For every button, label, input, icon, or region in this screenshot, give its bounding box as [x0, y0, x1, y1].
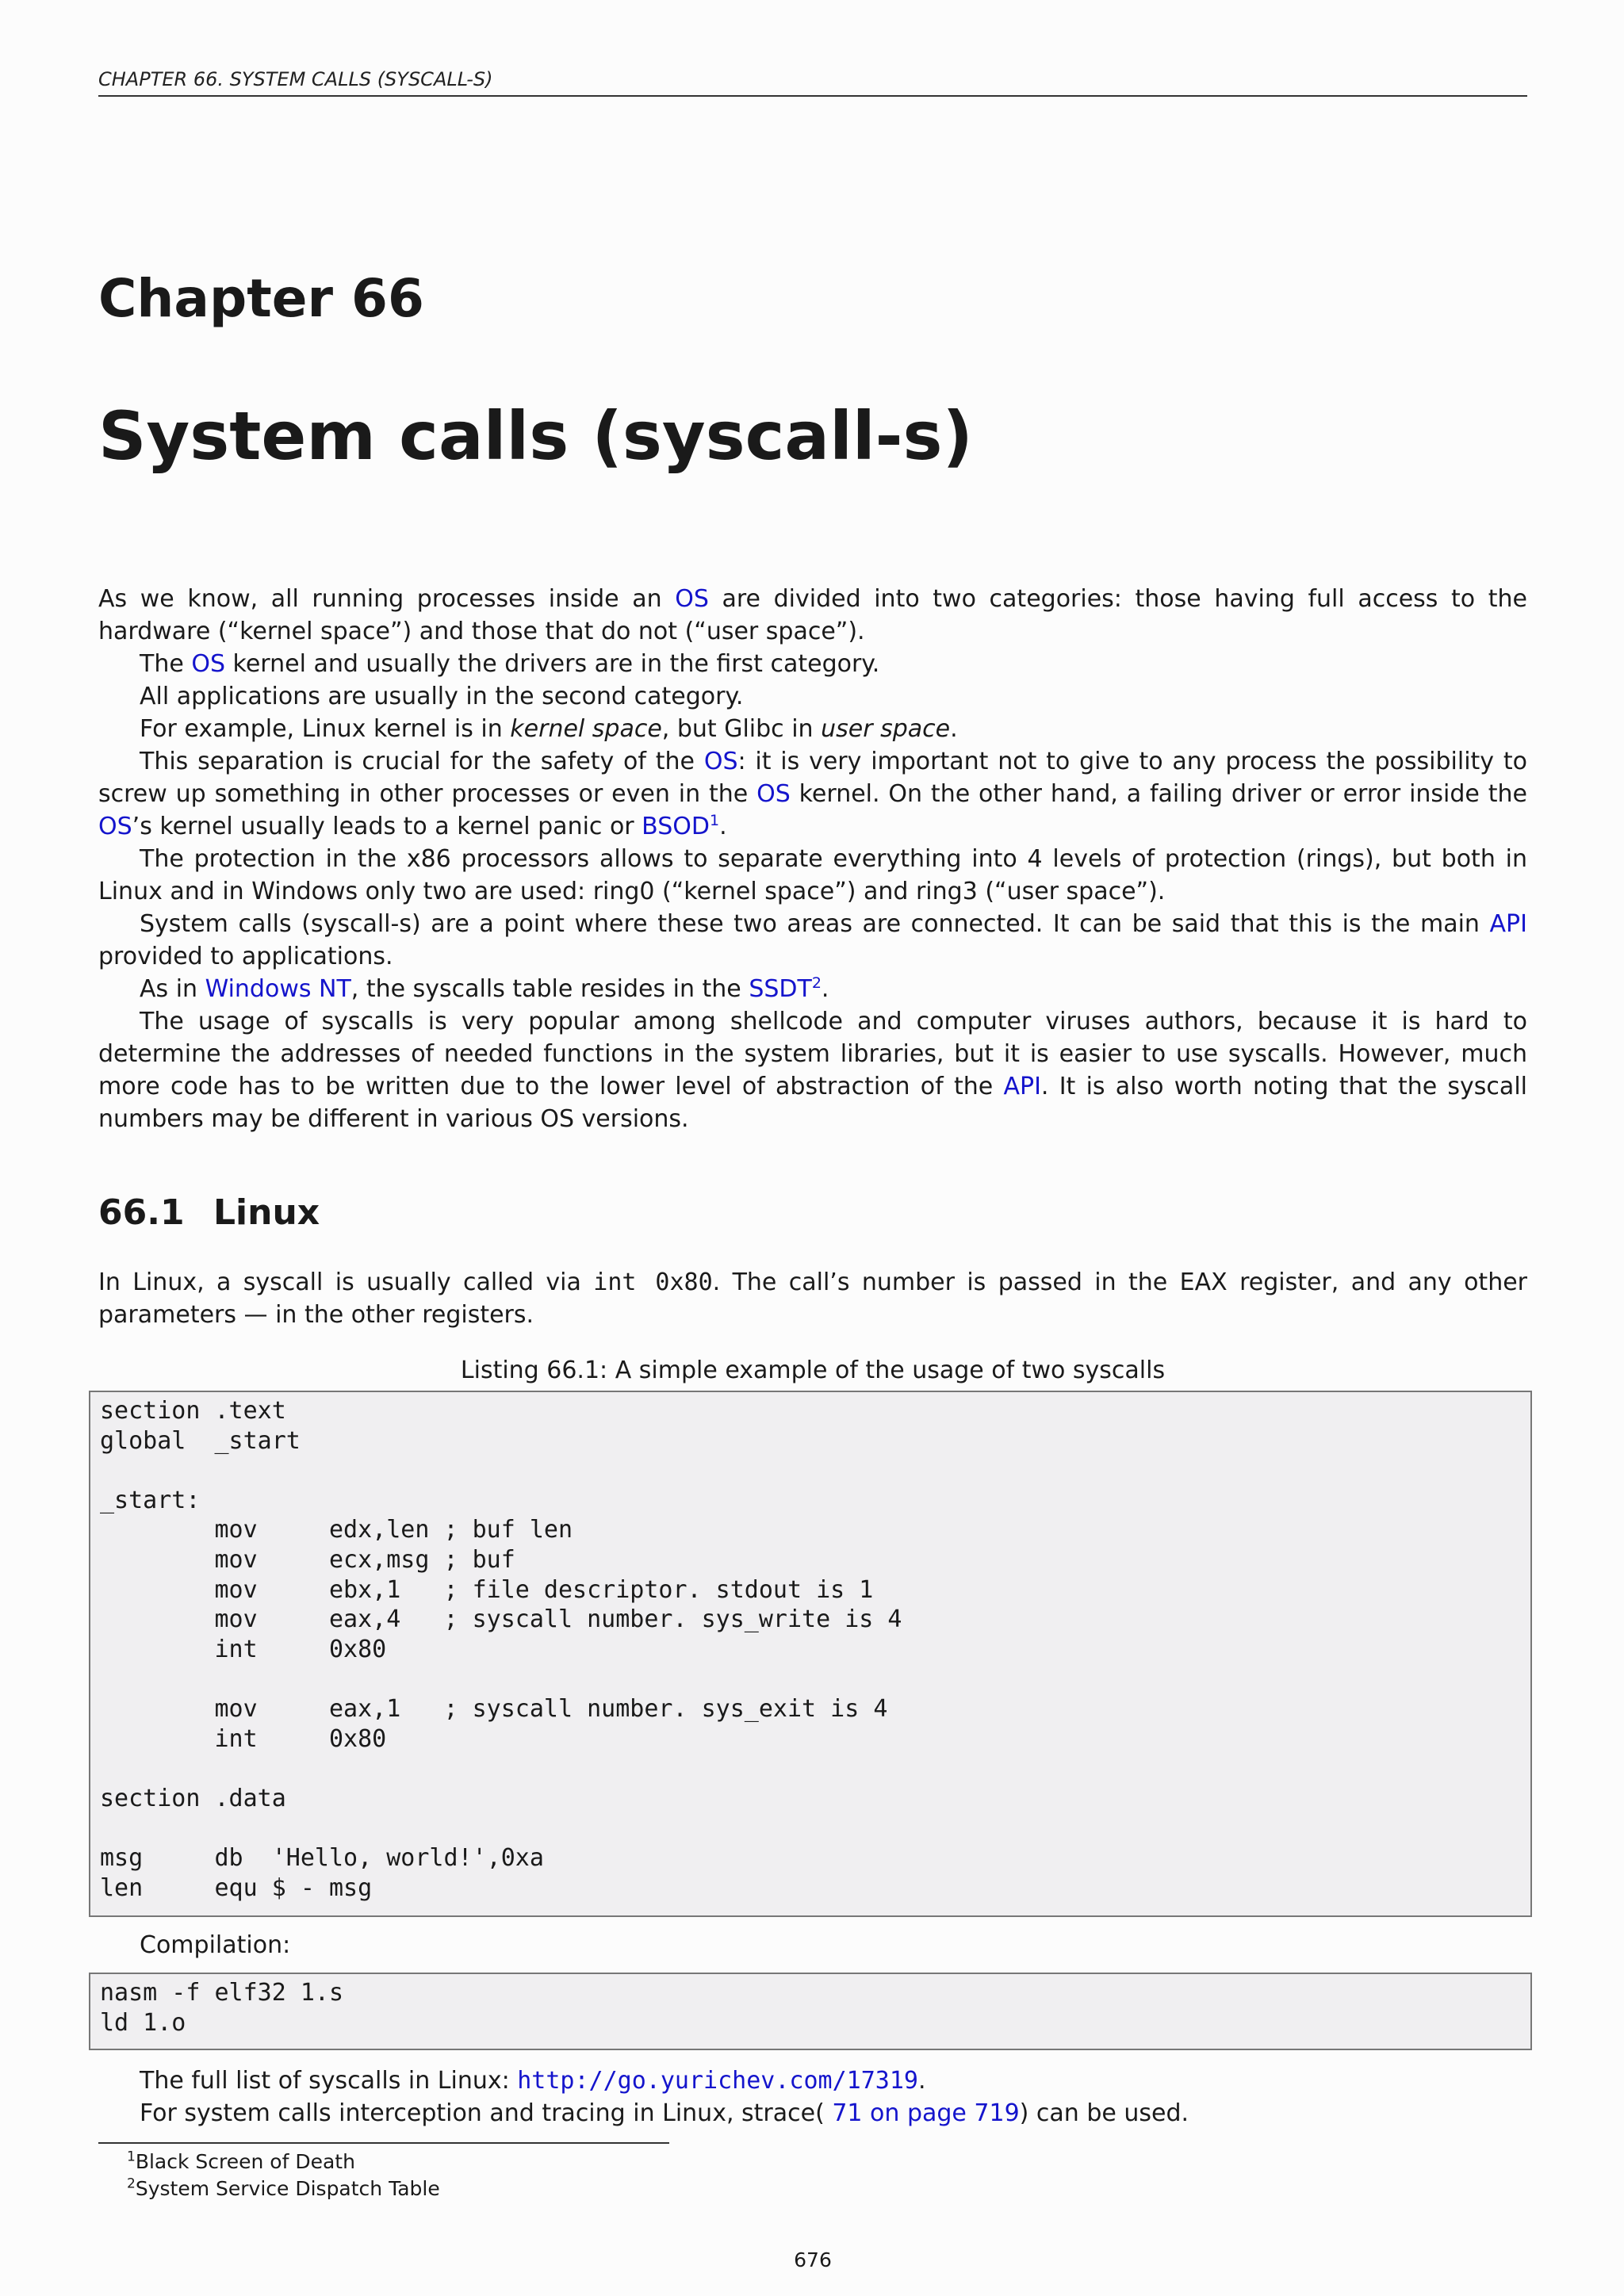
paragraph: This separation is crucial for the safety of the OS: it is very important not to give to any process the possibility to screw up something in other processes or even in the OS kernel. On the other hand, a failing driver or error inside the OS’s kernel usually leads to a kernel panic or BSOD$^1$.	[98, 748, 1528, 840]
listing-caption: Listing 66.1: A simple example of the usage of two syscalls	[460, 1357, 1166, 1384]
glossary-link-windows-nt[interactable]: Windows NT	[205, 975, 351, 1003]
compilation-label-paragraph	[98, 1929, 1527, 1961]
section-number: 66.1	[98, 1192, 185, 1233]
running-head: CHAPTER 66. SYSTEM CALLS (SYSCALL-S)	[98, 68, 1527, 97]
section-intro	[98, 1266, 1527, 1331]
paragraph: All applications are usually in the second category.	[140, 683, 744, 710]
compilation-code: nasm -f elf32 1.s ld 1.o	[89, 1973, 1532, 2050]
glossary-link-os[interactable]: OS	[703, 748, 738, 775]
paragraph: As in Windows NT, the syscalls table resides in the SSDT$^2$.	[140, 974, 829, 1003]
glossary-link-os[interactable]: OS	[191, 650, 225, 678]
footnote-marker[interactable]: 1	[709, 812, 720, 829]
footnote	[127, 2149, 440, 2175]
compilation-label: Compilation:	[140, 1931, 291, 1959]
intro-text	[98, 583, 1527, 1135]
section-title: Linux	[213, 1192, 320, 1233]
footnote-number: 2	[127, 2175, 136, 2192]
paragraph: The protection in the x86 processors allows to separate everything into 4 levels of protection (rings), but both in Linux and in Windows only two are used: ring0 (“kernel space”) and ring3 (“user space”).	[98, 845, 1527, 905]
inline-code: int 0x80	[593, 1269, 713, 1296]
page-number: 676	[794, 2248, 832, 2271]
syscall-list-url[interactable]: http://go.yurichev.com/17319	[517, 2067, 918, 2095]
section-heading	[98, 1192, 320, 1233]
paragraph: As we know, all running processes inside an OS are divided into two categories: those having full access to the hardware (“kernel space”) and those that do not (“user space”).	[98, 585, 1527, 645]
glossary-link-api[interactable]: API	[1003, 1073, 1041, 1100]
glossary-link-os[interactable]: OS	[98, 813, 132, 840]
footnotes	[127, 2149, 440, 2202]
glossary-link-os[interactable]: OS	[756, 780, 791, 808]
footnote-text: Black Screen of Death	[135, 2150, 355, 2173]
paragraph: System calls (syscall-s) are a point where these two areas are connected. It can be said that this is the main API provided to applications.	[98, 910, 1527, 970]
glossary-link-ssdt[interactable]: SSDT	[749, 975, 812, 1003]
code-listing: section .text global _start _start: mov edx,len ; buf len mov ecx,msg ; buf mov ebx,1 ; file descriptor. stdout is 1 mov eax,4 ; syscall number. sys_write is 4 int 0x80 mov eax,1 ; syscall number. sys_exit is 4 int 0x80 section .data msg db 'Hello, world!',0xa len equ $ - msg	[89, 1391, 1532, 1917]
footnote-marker[interactable]: 2	[811, 974, 822, 992]
chapter-label: Chapter 66	[98, 268, 424, 329]
footnote	[127, 2175, 440, 2202]
footnote-divider	[98, 2142, 669, 2144]
glossary-link-os[interactable]: OS	[675, 585, 709, 613]
footnote-text: System Service Dispatch Table	[135, 2177, 440, 2200]
paragraph: For example, Linux kernel is in kernel space, but Glibc in user space.	[140, 715, 958, 743]
footnote-number: 1	[127, 2149, 136, 2165]
paragraph: The usage of syscalls is very popular among shellcode and computer viruses authors, because it is hard to determine the addresses of needed functions in the system libraries, but it is easier to use syscalls. However, much more code has to be written due to the lower level of abstraction of the API. It is also worth noting that the syscall numbers may be different in various OS versions.	[98, 1008, 1527, 1133]
paragraph: The OS kernel and usually the drivers are in the first category.	[140, 650, 880, 678]
closing-text	[98, 2064, 1527, 2130]
glossary-link-bsod[interactable]: BSOD	[642, 813, 710, 840]
chapter-title: System calls (syscall-s)	[98, 397, 973, 475]
book-page	[98, 0, 1527, 2296]
paragraph: The full list of syscalls in Linux: http://go.yurichev.com/17319.	[140, 2067, 926, 2095]
cross-reference-link[interactable]: 71 on page 719	[824, 2099, 1020, 2127]
paragraph: In Linux, a syscall is usually called via int 0x80. The call’s number is passed in the EAX register, and any other parameters — in the other registers.	[98, 1269, 1527, 1329]
glossary-link-api[interactable]: API	[1489, 910, 1527, 938]
paragraph: For system calls interception and tracing in Linux, strace( 71 on page 719) can be used.	[140, 2099, 1189, 2127]
